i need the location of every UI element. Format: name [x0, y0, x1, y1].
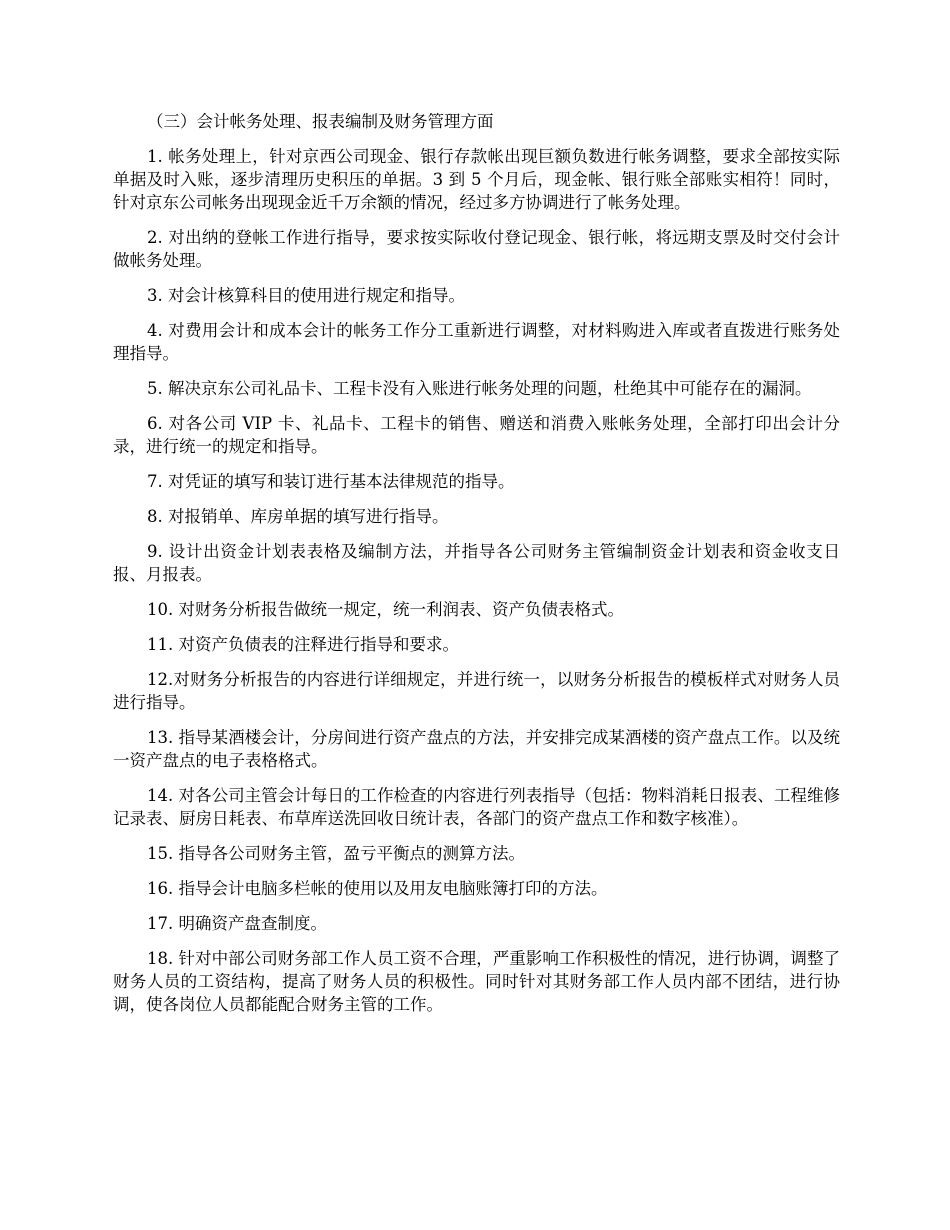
list-item-5: 5. 解决京东公司礼品卡、工程卡没有入账进行帐务处理的问题，杜绝其中可能存在的漏洞。 — [147, 379, 812, 398]
list-item-13: 13. 指导某酒楼会计，分房间进行资产盘点的方法，并安排完成某酒楼的资产盘点工作。以及统一资产盘点的电子表格格式。 — [113, 728, 840, 770]
document-page — [113, 110, 840, 1028]
list-item-4: 4. 对费用会计和成本会计的帐务工作分工重新进行调整，对材料购进入库或者直拨进行账务处理指导。 — [113, 321, 840, 363]
list-item-11: 11. 对资产负债表的注释进行指导和要求。 — [147, 635, 459, 654]
list-item-9: 9. 设计出资金计划表表格及编制方法，并指导各公司财务主管编制资金计划表和资金收支日报、月报表。 — [113, 542, 840, 584]
list-item-17: 17. 明确资产盘查制度。 — [147, 914, 327, 933]
list-item-15: 15. 指导各公司财务主管，盈亏平衡点的测算方法。 — [147, 844, 525, 863]
list-item-2: 2. 对出纳的登帐工作进行指导，要求按实际收付登记现金、银行帐，将远期支票及时交付会计做帐务处理。 — [113, 228, 840, 270]
list-item-14: 14. 对各公司主管会计每日的工作检查的内容进行列表指导（包括：物料消耗日报表、工程维修记录表、厨房日耗表、布草库送洗回收日统计表，各部门的资产盘点工作和数字核准）。 — [113, 786, 840, 828]
list-item-18: 18. 针对中部公司财务部工作人员工资不合理，严重影响工作积极性的情况，进行协调，调整了财务人员的工资结构，提高了财务人员的积极性。同时针对其财务部工作人员内部不团结，进行协调，使各岗位人员都能配合财务主管的工作。 — [113, 949, 840, 1014]
list-item-10: 10. 对财务分析报告做统一规定，统一利润表、资产负债表格式。 — [147, 600, 624, 619]
list-item-12: 12.对财务分析报告的内容进行详细规定，并进行统一，以财务分析报告的模板样式对财务人员进行指导。 — [113, 670, 840, 712]
section-heading: （三）会计帐务处理、报表编制及财务管理方面 — [147, 112, 494, 131]
list-item-3: 3. 对会计核算科目的使用进行规定和指导。 — [147, 286, 465, 305]
list-item-7: 7. 对凭证的填写和装订进行基本法律规范的指导。 — [147, 472, 515, 491]
list-item-6: 6. 对各公司 VIP 卡、礼品卡、工程卡的销售、赠送和消费入账帐务处理，全部打印出会计分录，进行统一的规定和指导。 — [113, 414, 840, 456]
list-item-8: 8. 对报销单、库房单据的填写进行指导。 — [147, 507, 449, 526]
list-item-16: 16. 指导会计电脑多栏帐的使用以及用友电脑账簿打印的方法。 — [147, 879, 608, 898]
list-item-1: 1. 帐务处理上，针对京西公司现金、银行存款帐出现巨额负数进行帐务调整，要求全部按实际单据及时入账，逐步清理历史积压的单据。3 到 5 个月后，现金帐、银行账全部账实相符！同时，针对京东公司帐务出现现金近千万余额的情况，经过多方协调进行了帐务处理。 — [113, 147, 840, 212]
